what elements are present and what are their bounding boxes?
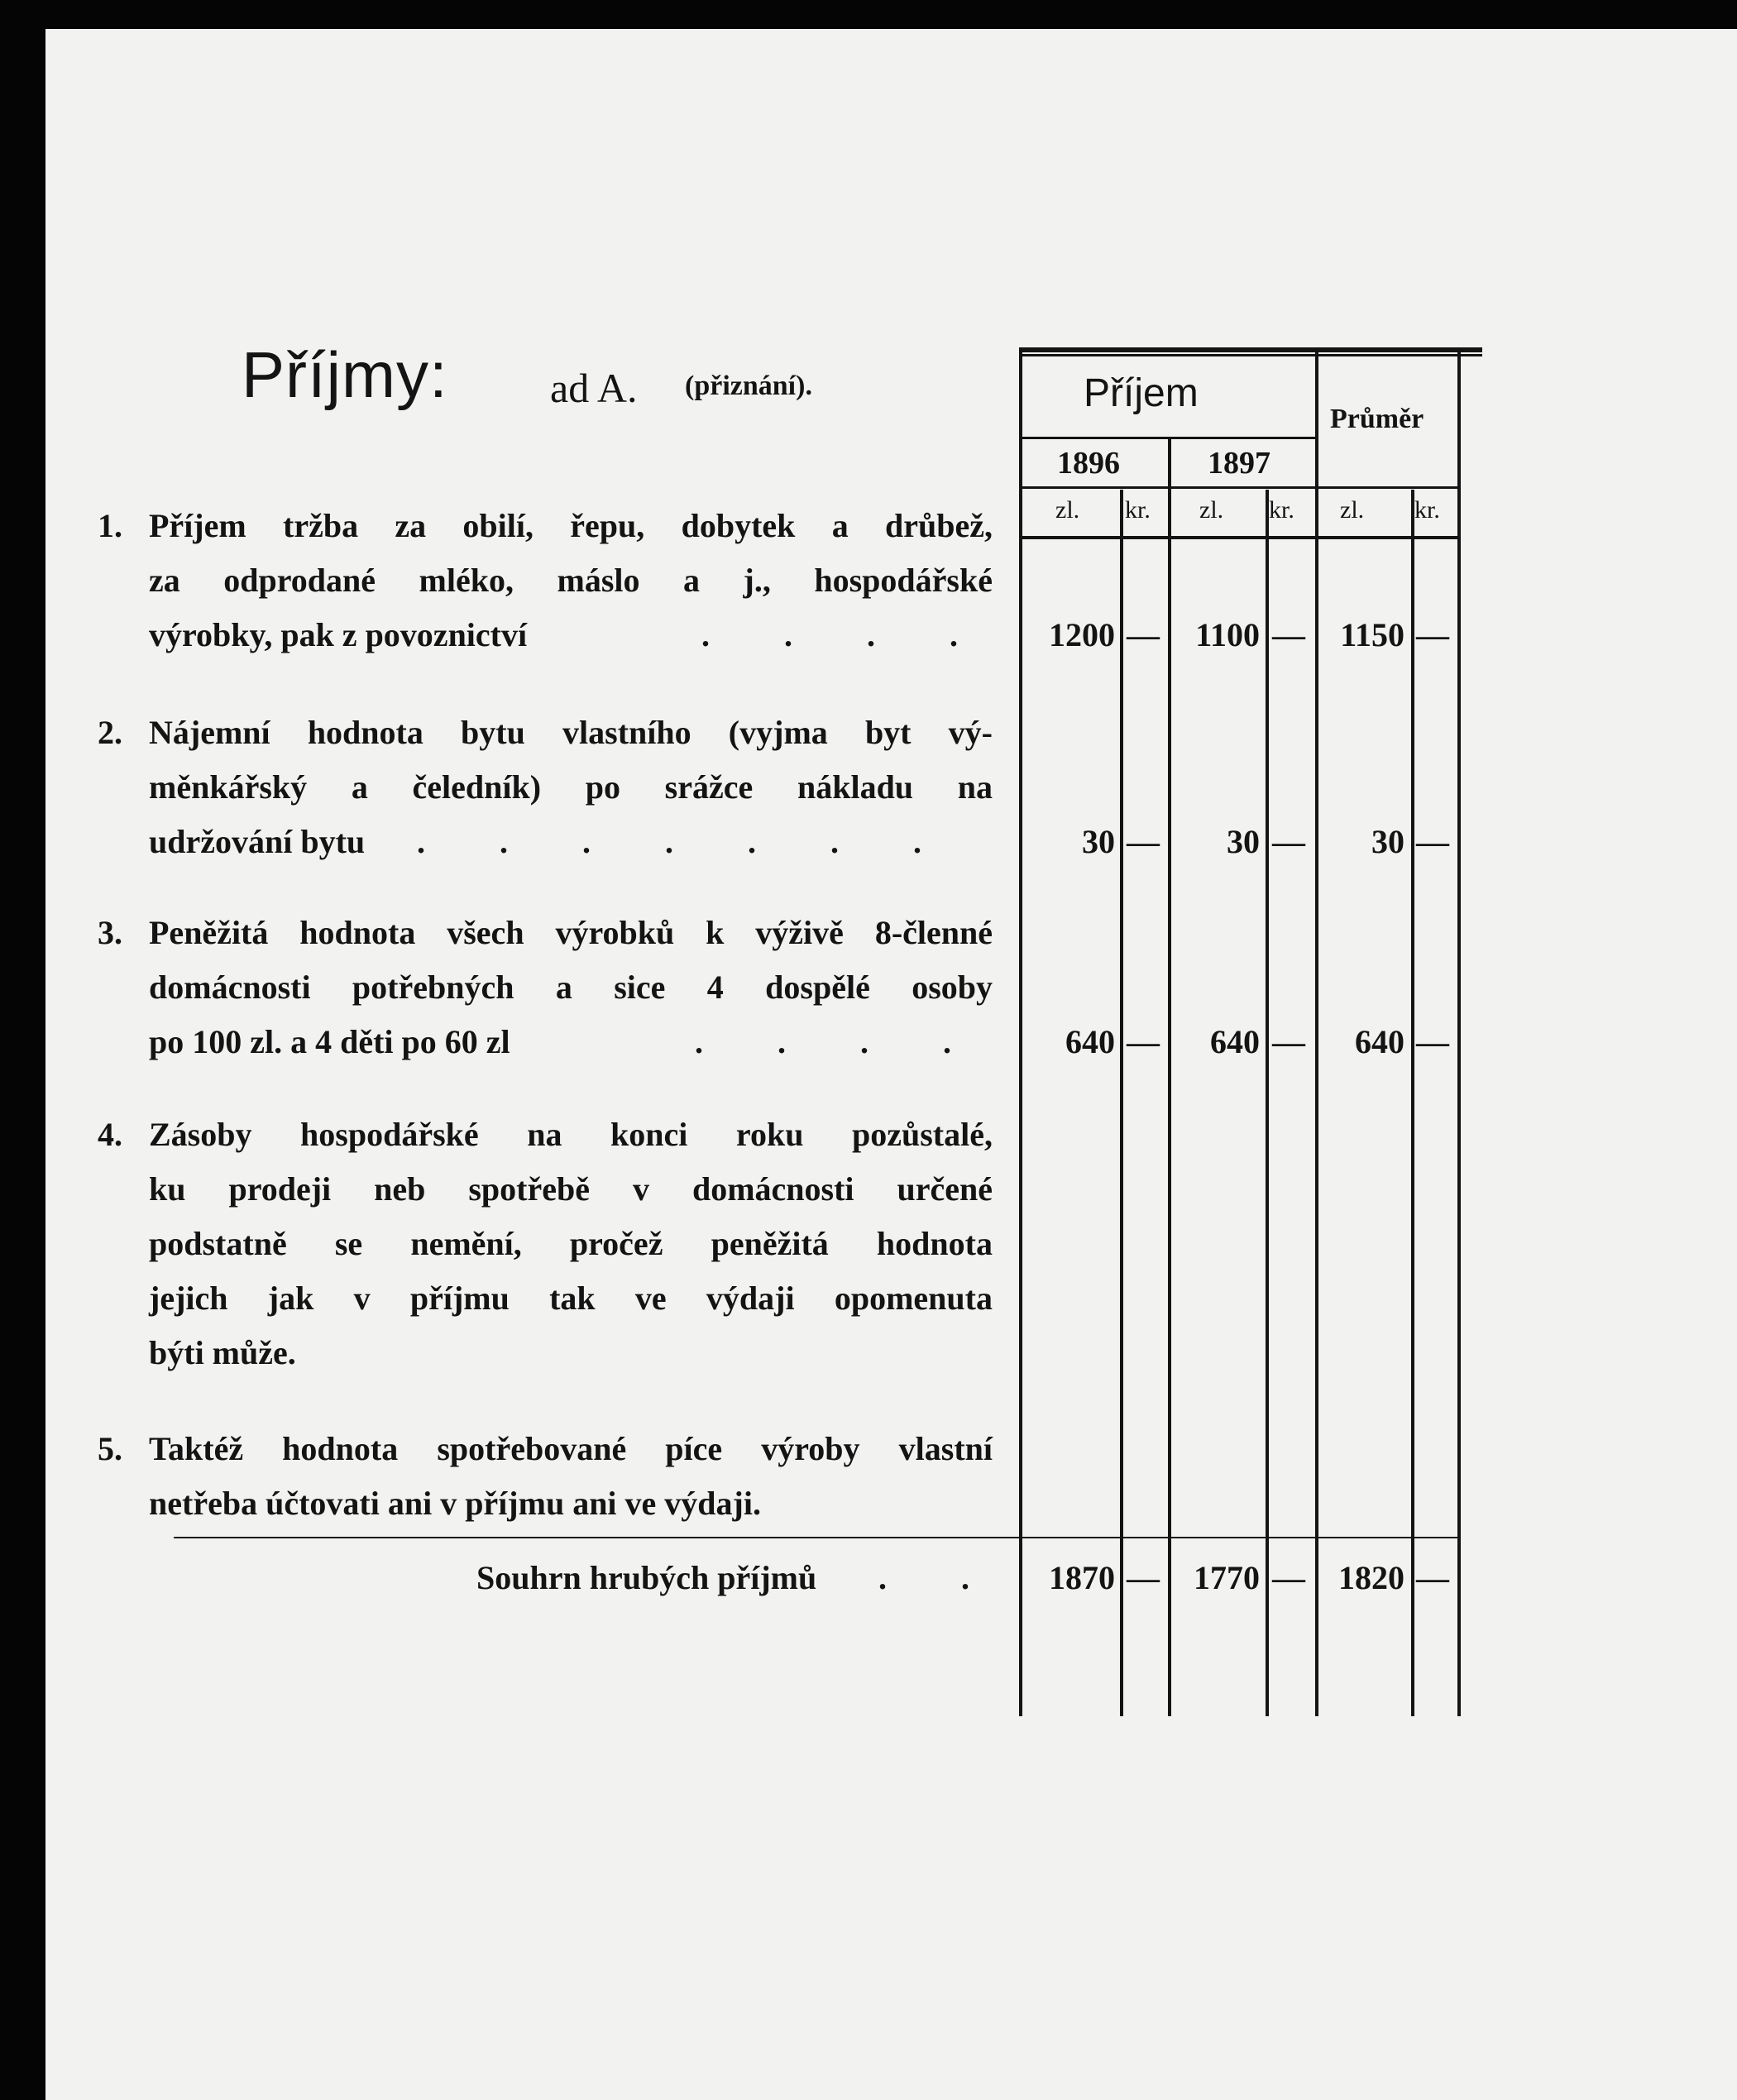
item-2-line-1: Nájemní hodnota bytu vlastního (vyjma byt vý- [149, 714, 993, 751]
total-value-1897: 1770 [1194, 1559, 1260, 1596]
item-1-line-1: Příjem tržba za obilí, řepu, dobytek a drůbež, [149, 507, 993, 544]
item-1-value-1896: 1200 [1049, 616, 1115, 653]
item-4-line-3: podstatně se nemění, pročež peněžitá hodnota [149, 1225, 993, 1262]
item-number: 1. [98, 507, 122, 544]
item-3-line-2: domácnosti potřebných a sice 4 dospělé osoby [149, 969, 993, 1006]
heading-note: (přiznání). [685, 371, 812, 401]
item-3-kr-average: — [1416, 1023, 1449, 1060]
item-4-line-5: býti může. [149, 1334, 296, 1371]
item-number: 2. [98, 714, 122, 751]
item-4-line-1: Zásoby hospodářské na konci roku pozůstalé, [149, 1116, 993, 1153]
item-3-value-average: 640 [1355, 1023, 1404, 1060]
unit-zl-1896: zl. [1055, 496, 1080, 524]
item-3-value-1896: 640 [1065, 1023, 1115, 1060]
item-3-kr-1896: — [1127, 1023, 1160, 1060]
year-1896: 1896 [1057, 446, 1120, 481]
item-1-value-1897: 1100 [1195, 616, 1260, 653]
item-2-line-2: měnkářský a čeledník) po srážce nákladu na [149, 768, 993, 806]
item-2-kr-1896: — [1127, 823, 1160, 860]
total-value-average: 1820 [1338, 1559, 1404, 1596]
item-2-line-3: udržování bytu [149, 823, 366, 860]
item-2-value-average: 30 [1371, 823, 1404, 860]
item-number: 4. [98, 1116, 122, 1153]
unit-kr-avg: kr. [1414, 496, 1440, 524]
item-5-line-2: netřeba účtovati ani v příjmu ani ve výdaji. [149, 1485, 761, 1522]
item-2-dot-leader: . . . . . . . [417, 823, 955, 860]
total-kr-1897: — [1272, 1559, 1305, 1596]
unit-kr-1896: kr. [1125, 496, 1151, 524]
table-header-income: Příjem [1084, 371, 1199, 415]
item-2-kr-1897: — [1272, 823, 1305, 860]
page-title: Příjmy: [242, 338, 448, 411]
total-dot-leader: . . [878, 1559, 1002, 1596]
table-header-average: Průměr [1330, 404, 1424, 434]
total-kr-1896: — [1127, 1559, 1160, 1596]
item-1-value-average: 1150 [1340, 616, 1404, 653]
item-number: 3. [98, 914, 122, 951]
item-1-kr-average: — [1416, 616, 1449, 653]
item-1-line-2: za odprodané mléko, máslo a j., hospodářské [149, 562, 993, 599]
unit-zl-1897: zl. [1199, 496, 1224, 524]
total-label: Souhrn hrubých příjmů [476, 1559, 817, 1596]
unit-kr-1897: kr. [1269, 496, 1294, 524]
item-2-value-1896: 30 [1082, 823, 1115, 860]
item-3-value-1897: 640 [1210, 1023, 1260, 1060]
item-4-line-4: jejich jak v příjmu tak ve výdaji opomenuta [149, 1280, 993, 1317]
item-1-kr-1896: — [1127, 616, 1160, 653]
item-5-line-1: Taktéž hodnota spotřebované píce výroby vlastní [149, 1430, 993, 1467]
item-1-line-3: výrobky, pak z povoznictví [149, 616, 528, 653]
item-1-dot-leader: . . . . [701, 616, 991, 653]
item-2-kr-average: — [1416, 823, 1449, 860]
item-3-dot-leader: . . . . [695, 1023, 984, 1060]
heading-ad: ad A. [550, 365, 638, 411]
total-kr-average: — [1416, 1559, 1449, 1596]
item-3-kr-1897: — [1272, 1023, 1305, 1060]
year-1897: 1897 [1208, 446, 1270, 481]
unit-zl-avg: zl. [1340, 496, 1365, 524]
total-value-1896: 1870 [1049, 1559, 1115, 1596]
item-number: 5. [98, 1430, 122, 1467]
item-2-value-1897: 30 [1227, 823, 1260, 860]
item-3-line-3: po 100 zl. a 4 děti po 60 zl [149, 1023, 510, 1060]
item-1-kr-1897: — [1272, 616, 1305, 653]
item-4-line-2: ku prodeji neb spotřebě v domácnosti určené [149, 1170, 993, 1208]
item-3-line-1: Peněžitá hodnota všech výrobků k výživě 8-členné [149, 914, 993, 951]
